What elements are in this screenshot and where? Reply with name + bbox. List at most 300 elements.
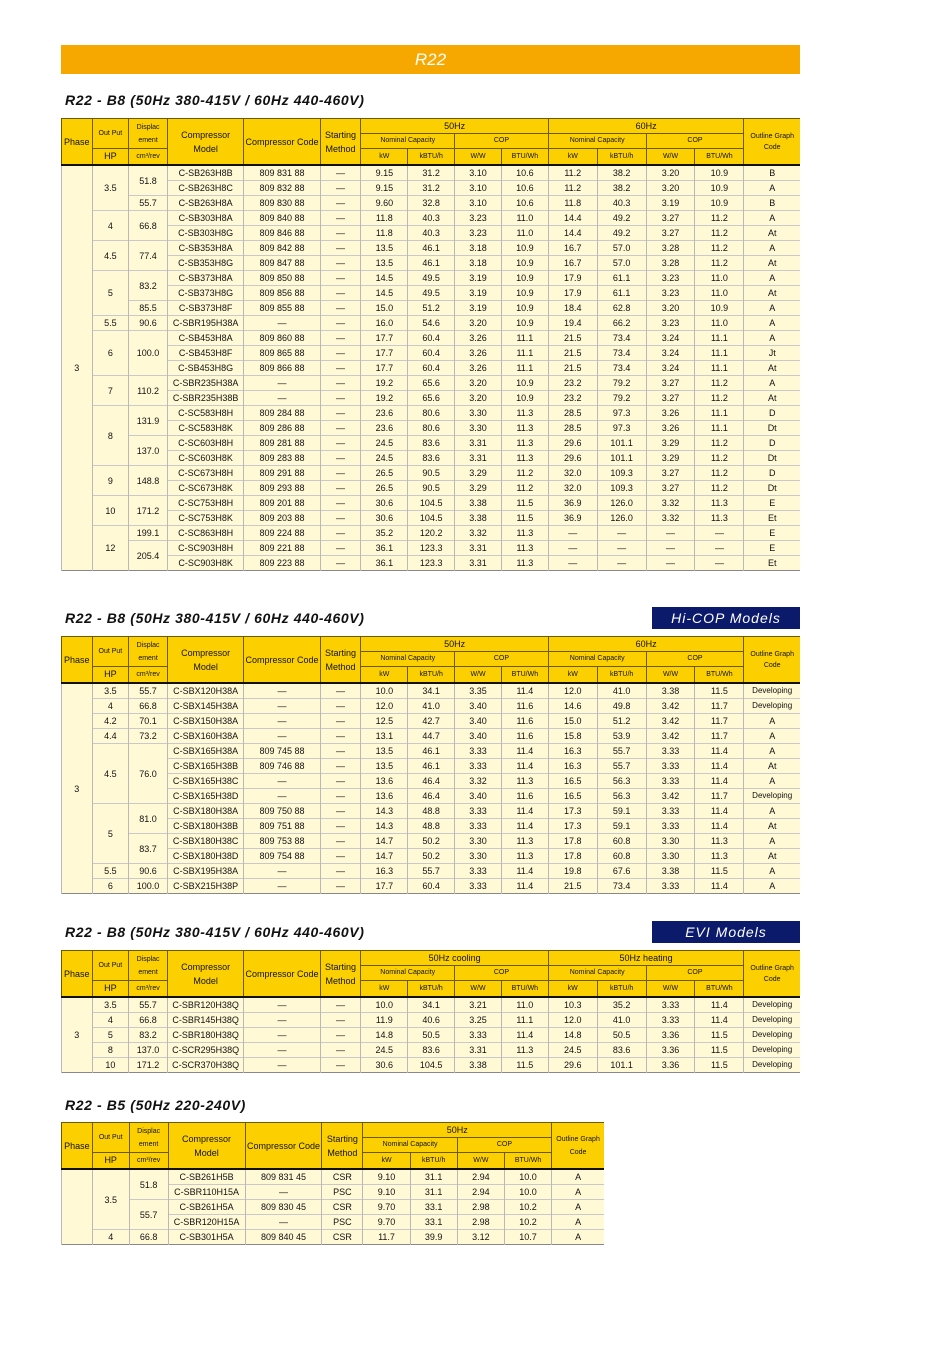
value-cell: — [320,226,361,241]
value-cell: 11.2 [695,211,744,226]
value-cell: 3.33 [455,1028,502,1043]
value-cell: — [320,511,361,526]
table-row [62,391,801,406]
value-cell: 38.2 [597,181,646,196]
evi-badge: EVI Models [652,921,800,943]
table-row [62,436,801,451]
value-cell: 73.4 [597,331,646,346]
btuwh-unit: BTU/Wh [504,1153,551,1170]
value-cell: A [744,714,800,729]
value-cell: 14.8 [361,1028,408,1043]
b5-table-clip [0,1122,950,1249]
value-cell: 26.5 [361,466,408,481]
model-cell: C-SBX215H38P [167,879,243,894]
value-cell: 15.8 [548,729,597,744]
code-cell: — [244,997,320,1013]
cop50-header: COP [455,652,549,667]
value-cell: 12.5 [361,714,408,729]
model-cell: C-SC863H8H [167,526,243,541]
code-cell: — [244,683,320,699]
value-cell: 10.9 [501,256,548,271]
model-cell: C-SB303H8A [167,211,243,226]
outline-header: Outline Graph Code [552,1123,604,1170]
value-cell: — [320,316,361,331]
value-cell: A [744,241,800,256]
value-cell: 23.6 [361,406,408,421]
value-cell: 10.0 [504,1185,551,1200]
value-cell: 46.1 [408,256,455,271]
outline-header: Outline Graph Code [744,637,800,684]
output-hp-cell: 3.5 [92,683,129,699]
value-cell: 3.29 [455,481,502,496]
value-cell: — [320,1058,361,1073]
value-cell: 55.7 [408,864,455,879]
value-cell: — [320,331,361,346]
value-cell: 10.0 [361,683,408,699]
value-cell: 11.3 [501,451,548,466]
value-cell: 36.1 [361,556,408,571]
value-cell: 3.26 [455,361,502,376]
value-cell: A [744,301,800,316]
spec-table-standard [61,118,800,571]
model-cell: C-SBX145H38A [167,699,243,714]
value-cell: 13.6 [361,774,408,789]
value-cell: 9.15 [361,181,408,196]
code-cell: 809 201 88 [244,496,320,511]
kbtuh-unit: kBTU/h [408,149,455,166]
table-row [62,1200,605,1215]
value-cell: 11.5 [695,1058,744,1073]
value-cell: — [320,241,361,256]
value-cell: 65.6 [408,376,455,391]
hz50-header: 50Hz [363,1123,552,1138]
table-row [62,301,801,316]
value-cell: A [552,1230,604,1245]
value-cell: Dt [744,451,800,466]
table-row [62,421,801,436]
value-cell: — [597,541,646,556]
value-cell: 11.4 [501,744,548,759]
displacement-cell: 66.8 [129,699,168,714]
value-cell: 3.12 [457,1230,504,1245]
value-cell: 11.7 [695,714,744,729]
code-cell: — [244,729,320,744]
value-cell: 17.9 [548,271,597,286]
value-cell: At [744,849,800,864]
hz50-header: 50Hz [361,119,548,134]
displacement-cell: 90.6 [129,316,168,331]
value-cell: 11.3 [501,541,548,556]
value-cell: 14.7 [361,849,408,864]
value-cell: 10.6 [501,165,548,181]
value-cell: 83.6 [408,436,455,451]
model-cell: C-SBX180H38D [167,849,243,864]
value-cell: 3.29 [646,436,695,451]
value-cell: 11.2 [695,256,744,271]
value-cell: 41.0 [408,699,455,714]
value-cell: 73.4 [597,361,646,376]
value-cell: 3.26 [455,331,502,346]
value-cell: 3.38 [455,511,502,526]
value-cell: 2.98 [457,1215,504,1230]
model-cell: C-SB373H8G [167,286,243,301]
value-cell: 11.2 [695,391,744,406]
cop60-header: COP [646,134,744,149]
value-cell: 11.2 [501,481,548,496]
value-cell: 14.3 [361,819,408,834]
value-cell: 11.8 [361,211,408,226]
value-cell: 10.9 [695,196,744,211]
value-cell: A [744,774,800,789]
hz50-header: 50Hz [361,637,548,652]
output-hp-cell: 12 [92,526,129,571]
value-cell: 11.4 [695,774,744,789]
displacement-cell: 66.8 [129,1230,168,1245]
kw-unit: kW [548,667,597,684]
output-hp-cell: 4 [92,699,129,714]
output-hp-cell: 5.5 [92,864,129,879]
value-cell: — [320,181,361,196]
table-row [62,406,801,421]
value-cell: 28.5 [548,421,597,436]
table-row [62,376,801,391]
value-cell: 11.1 [501,361,548,376]
value-cell: 83.6 [408,1043,455,1058]
value-cell: 3.28 [646,241,695,256]
phase-header: Phase [62,1123,93,1170]
value-cell: At [744,819,800,834]
value-cell: 3.40 [455,789,502,804]
value-cell: 24.5 [548,1043,597,1058]
btuwh-unit: BTU/Wh [695,981,744,998]
value-cell: 11.4 [501,804,548,819]
value-cell: 101.1 [597,451,646,466]
code-cell: — [244,1013,320,1028]
output-hp-cell: 5 [92,804,129,864]
kw-unit: kW [361,981,408,998]
value-cell: 11.5 [501,511,548,526]
btuwh-unit: BTU/Wh [695,149,744,166]
model-cell: C-SBR235H38A [167,376,243,391]
model-cell: C-SC603H8H [167,436,243,451]
value-cell: 54.6 [408,316,455,331]
code-cell: 809 221 88 [244,541,320,556]
displacement-header: Displac ement [129,1123,168,1153]
value-cell: 10.9 [695,301,744,316]
model-cell: C-SB261H5B [168,1169,245,1185]
value-cell: 11.0 [695,271,744,286]
value-cell: 11.3 [501,556,548,571]
model-cell: C-SB263H8C [167,181,243,196]
starting-header: Starting Method [320,119,361,166]
displacement-cell: 83.2 [129,1028,168,1043]
value-cell: 11.4 [501,864,548,879]
code-cell: 809 831 45 [245,1169,322,1185]
value-cell: 11.3 [695,496,744,511]
value-cell: 29.6 [548,1058,597,1073]
cop-heat-header: COP [646,966,744,981]
value-cell: Developing [744,1028,800,1043]
value-cell: 11.7 [695,789,744,804]
value-cell: 11.2 [695,466,744,481]
value-cell: 11.0 [501,997,548,1013]
value-cell: D [744,466,800,481]
code-cell: 809 750 88 [244,804,320,819]
code-cell: — [244,316,320,331]
value-cell: 57.0 [597,256,646,271]
value-cell: 56.3 [597,789,646,804]
value-cell: 10.6 [501,181,548,196]
value-cell: 66.2 [597,316,646,331]
value-cell: 11.3 [695,511,744,526]
value-cell: 3.38 [455,496,502,511]
kbtuh-unit: kBTU/h [408,981,455,998]
value-cell: Developing [744,699,800,714]
value-cell: 46.1 [408,744,455,759]
table-row [62,759,801,774]
value-cell: 55.7 [597,744,646,759]
table-row [62,729,801,744]
value-cell: 16.5 [548,774,597,789]
value-cell: 90.5 [408,466,455,481]
value-cell: 17.8 [548,849,597,864]
value-cell: 11.3 [501,406,548,421]
value-cell: D [744,406,800,421]
code-header: Compressor Code [244,637,320,684]
value-cell: 59.1 [597,804,646,819]
code-cell: 809 293 88 [244,481,320,496]
value-cell: 31.1 [410,1185,457,1200]
hp-unit: HP [92,1153,129,1170]
code-cell: 809 830 88 [244,196,320,211]
btuwh-unit: BTU/Wh [501,981,548,998]
value-cell: 31.1 [410,1169,457,1185]
displacement-cell: 73.2 [129,729,168,744]
value-cell: 3.38 [646,683,695,699]
code-cell: 809 754 88 [244,849,320,864]
value-cell: 3.33 [455,759,502,774]
value-cell: 83.6 [597,1043,646,1058]
value-cell: 3.36 [646,1058,695,1073]
value-cell: — [320,436,361,451]
value-cell: — [320,714,361,729]
value-cell: 3.31 [455,436,502,451]
value-cell: 79.2 [597,376,646,391]
phase-cell: 3 [62,683,93,894]
code-cell: — [244,864,320,879]
hicop-badge: Hi-COP Models [652,607,800,629]
value-cell: 123.3 [408,556,455,571]
model-cell: C-SBR180H38Q [167,1028,243,1043]
value-cell: 11.3 [501,421,548,436]
kbtuh-unit: kBTU/h [597,667,646,684]
code-cell: — [244,714,320,729]
model-cell: C-SC583H8K [167,421,243,436]
value-cell: 3.29 [455,466,502,481]
cop60-header: COP [646,652,744,667]
value-cell: 21.5 [548,331,597,346]
value-cell: 3.33 [455,819,502,834]
code-cell: — [244,699,320,714]
model-cell: C-SC903H8K [167,556,243,571]
value-cell: 35.2 [597,997,646,1013]
value-cell: 3.33 [455,879,502,894]
value-cell: — [320,286,361,301]
table-row [62,1043,801,1058]
model-cell: C-SBX165H38B [167,759,243,774]
value-cell: 11.4 [501,683,548,699]
value-cell: 38.2 [597,165,646,181]
model-cell: C-SBX165H38C [167,774,243,789]
value-cell: 3.32 [646,496,695,511]
value-cell: 3.18 [455,256,502,271]
value-cell: 10.6 [501,196,548,211]
value-cell: 18.4 [548,301,597,316]
value-cell: — [320,997,361,1013]
value-cell: — [695,556,744,571]
value-cell: 11.4 [695,759,744,774]
value-cell: — [320,1028,361,1043]
value-cell: 73.4 [597,346,646,361]
displacement-cell: 148.8 [129,466,168,496]
table-row [62,834,801,849]
value-cell: At [744,226,800,241]
value-cell: 11.6 [501,789,548,804]
model-cell: C-SBX180H38A [167,804,243,819]
table-row [62,196,801,211]
value-cell: 10.0 [504,1169,551,1185]
value-cell: 9.10 [363,1169,410,1185]
value-cell: 40.3 [408,226,455,241]
disp-unit: cm³/rev [129,667,168,684]
value-cell: 10.9 [501,271,548,286]
value-cell: 3.33 [646,997,695,1013]
table-row [62,226,801,241]
value-cell: E [744,541,800,556]
value-cell: 3.27 [646,211,695,226]
value-cell: 11.0 [501,211,548,226]
value-cell: 46.1 [408,241,455,256]
value-cell: 11.3 [501,1043,548,1058]
output-hp-cell: 10 [92,1058,129,1073]
output-hp-cell: 5 [92,271,129,316]
value-cell: 3.38 [455,1058,502,1073]
value-cell: 13.5 [361,744,408,759]
value-cell: 56.3 [597,774,646,789]
starting-header: Starting Method [320,637,361,684]
value-cell: 3.19 [455,301,502,316]
value-cell: 11.1 [695,346,744,361]
value-cell: 11.4 [501,879,548,894]
value-cell: 61.1 [597,271,646,286]
value-cell: CSR [322,1230,363,1245]
table-row [62,541,801,556]
value-cell: B [744,196,800,211]
value-cell: 11.9 [361,1013,408,1028]
value-cell: 10.9 [501,316,548,331]
value-cell: 44.7 [408,729,455,744]
displacement-cell: 83.2 [129,271,168,301]
value-cell: 11.4 [695,997,744,1013]
value-cell: 11.1 [695,406,744,421]
value-cell: 11.6 [501,729,548,744]
value-cell: 60.4 [408,331,455,346]
hp-unit: HP [92,981,129,998]
spec-table-evi [61,950,800,1073]
ww-unit: W/W [646,149,695,166]
value-cell: 17.3 [548,819,597,834]
displacement-cell: 66.8 [129,211,168,241]
value-cell: 16.3 [548,744,597,759]
value-cell: 3.36 [646,1028,695,1043]
value-cell: 3.33 [646,759,695,774]
model-cell: C-SC673H8K [167,481,243,496]
code-header: Compressor Code [244,951,320,998]
value-cell: 3.26 [455,346,502,361]
btuwh-unit: BTU/Wh [501,667,548,684]
value-cell: 51.2 [408,301,455,316]
value-cell: 13.6 [361,789,408,804]
value-cell: 11.7 [695,729,744,744]
value-cell: 14.5 [361,271,408,286]
value-cell: 3.30 [646,834,695,849]
value-cell: 11.8 [361,226,408,241]
spec-table-hicop [61,636,800,894]
code-cell: 809 840 45 [245,1230,322,1245]
displacement-cell: 110.2 [129,376,168,406]
value-cell: 3.21 [455,997,502,1013]
value-cell: — [320,481,361,496]
value-cell: — [320,361,361,376]
value-cell: 49.5 [408,271,455,286]
table-row [62,1028,801,1043]
kw-unit: kW [548,981,597,998]
value-cell: 48.8 [408,819,455,834]
output-hp-cell: 5 [92,1028,129,1043]
value-cell: A [744,804,800,819]
value-cell: 10.9 [501,391,548,406]
value-cell: 11.6 [501,699,548,714]
model-cell: C-SB301H5A [168,1230,245,1245]
kbtuh-unit: kBTU/h [597,149,646,166]
table-row [62,864,801,879]
phase-header: Phase [62,951,93,998]
starting-header: Starting Method [322,1123,363,1170]
value-cell: 3.42 [646,729,695,744]
outline-header: Outline Graph Code [744,951,800,998]
value-cell: A [552,1200,604,1215]
model-cell: C-SCR370H38Q [167,1058,243,1073]
code-cell: 809 855 88 [244,301,320,316]
code-cell: 809 283 88 [244,451,320,466]
table-row [62,683,801,699]
displacement-cell: 199.1 [129,526,168,541]
code-cell: 809 846 88 [244,226,320,241]
value-cell: 3.20 [455,316,502,331]
displacement-cell: 137.0 [129,1043,168,1058]
table-row [62,1013,801,1028]
displacement-cell: 171.2 [129,1058,168,1073]
value-cell: 126.0 [597,496,646,511]
output-hp-cell: 4.4 [92,729,129,744]
value-cell: 3.33 [646,879,695,894]
value-cell: A [552,1169,604,1185]
cop-cool-header: COP [455,966,549,981]
code-cell: 809 866 88 [244,361,320,376]
value-cell: 3.33 [455,804,502,819]
model-cell: C-SB453H8A [167,331,243,346]
model-cell: C-SB353H8G [167,256,243,271]
